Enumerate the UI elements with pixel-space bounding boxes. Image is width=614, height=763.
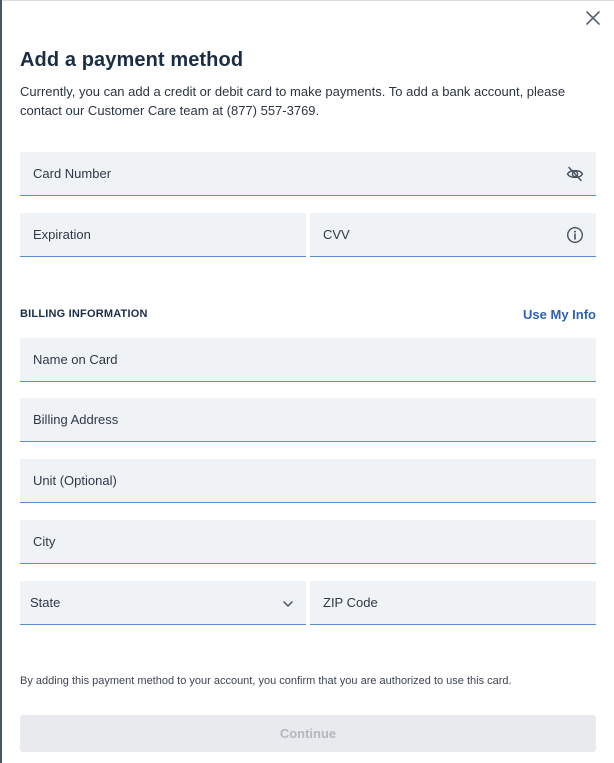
close-icon[interactable] — [584, 9, 602, 27]
card-number-field[interactable] — [20, 152, 596, 196]
zip-code-label: ZIP Code — [323, 595, 378, 610]
continue-button[interactable]: Continue — [20, 715, 596, 752]
name-on-card-label: Name on Card — [33, 352, 118, 367]
chevron-down-icon — [281, 597, 295, 611]
billing-address-field[interactable] — [20, 398, 596, 442]
dialog-title: Add a payment method — [20, 49, 244, 71]
expiration-field[interactable] — [20, 213, 306, 257]
use-my-info-link[interactable]: Use My Info — [523, 307, 596, 322]
payment-method-dialog — [2, 0, 614, 763]
zip-code-field[interactable] — [310, 581, 596, 625]
dialog-intro-text: Currently, you can add a credit or debit card to make payments. To add a bank account, please contact our Customer Care team at (877) 557-3769. — [20, 84, 566, 118]
billing-address-label: Billing Address — [33, 412, 119, 427]
info-icon[interactable] — [566, 226, 584, 244]
cvv-field[interactable] — [310, 213, 596, 257]
card-number-label: Card Number — [33, 166, 112, 181]
city-label: City — [33, 534, 56, 549]
state-select[interactable] — [20, 581, 306, 625]
unit-label: Unit (Optional) — [33, 473, 117, 488]
unit-field[interactable] — [20, 459, 596, 503]
eye-off-icon[interactable] — [566, 165, 584, 183]
billing-information-heading: BILLING INFORMATION — [20, 308, 148, 320]
expiration-label: Expiration — [33, 227, 91, 242]
city-field[interactable] — [20, 520, 596, 564]
authorization-disclaimer: By adding this payment method to your account, you confirm that you are authorized to use this card. — [20, 675, 512, 687]
state-label: State — [30, 595, 61, 610]
cvv-label: CVV — [323, 227, 350, 242]
name-on-card-field[interactable] — [20, 338, 596, 382]
